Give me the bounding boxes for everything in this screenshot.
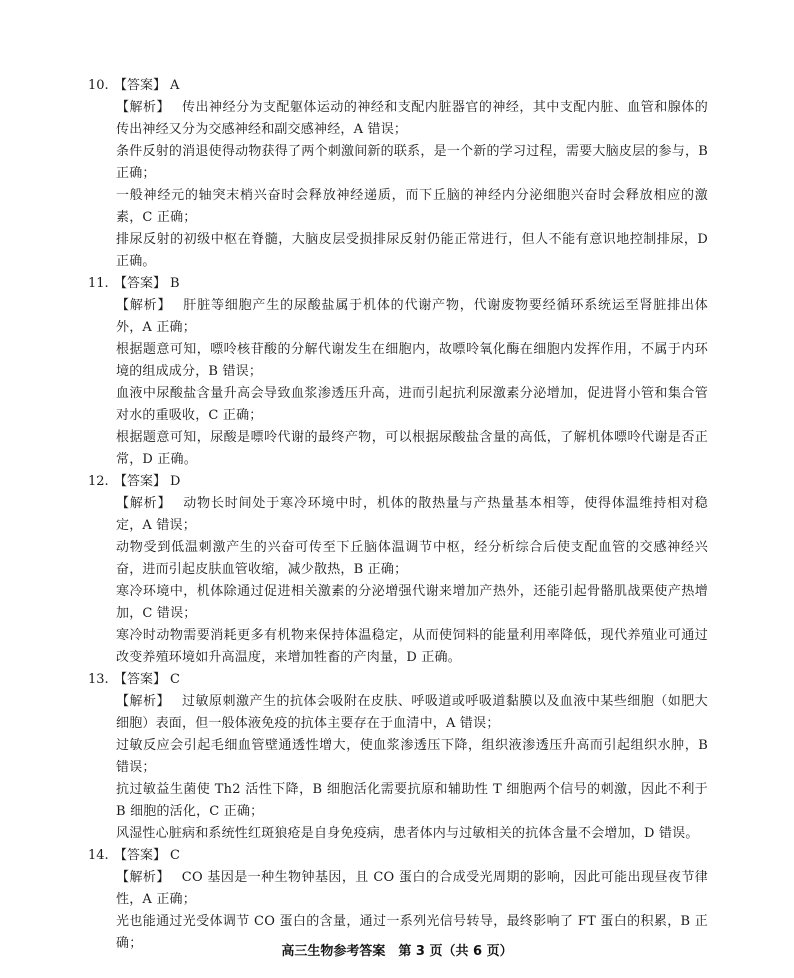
answer-choice: C — [170, 848, 180, 863]
answer-line — [88, 471, 708, 493]
analysis-text: CO 基因是一种生物钟基因，且 CO 蛋白的合成受光周期的影响，因此可能出现昼夜节律性，A 正确； — [116, 870, 708, 907]
analysis-paragraph: 动物受到低温刺激产生的兴奋可传至下丘脑体温调节中枢，经分析综合后使支配血管的交感神经兴奋，进而引起皮肤血管收缩，减少散热，B 正确； — [116, 540, 708, 577]
analysis-paragraph — [88, 97, 708, 141]
analysis-text: 肝脏等细胞产生的尿酸盐属于机体的代谢产物，代谢废物要经循环系统运至肾脏排出体外，A 正确； — [116, 298, 708, 335]
analysis-text: 传出神经分为支配躯体运动的神经和支配内脏器官的神经，其中支配内脏、血管和腺体的传出神经又分为交感神经和副交感神经，A 错误； — [116, 100, 708, 137]
answer-label: 【答案】 — [114, 276, 167, 291]
analysis-paragraph — [88, 691, 708, 735]
answer-line — [88, 845, 708, 867]
question-number: 14. — [88, 848, 109, 863]
answer-line — [88, 75, 708, 97]
analysis-paragraph: 根据题意可知，尿酸是嘌呤代谢的最终产物，可以根据尿酸盐含量的高低，了解机体嘌呤代谢是否正常，D 正确。 — [116, 430, 708, 467]
page-footer: 高三生物参考答案 第 3 页（共 6 页） — [281, 944, 513, 959]
analysis-paragraph — [88, 493, 708, 537]
answer-choice: A — [170, 78, 180, 93]
question-number: 11. — [88, 276, 109, 291]
answer-line — [88, 273, 708, 295]
analysis-text: 动物长时间处于寒冷环境中时，机体的散热量与产热量基本相等，使得体温维持相对稳定，A 错误； — [116, 496, 708, 533]
analysis-paragraph: 排尿反射的初级中枢在脊髓，大脑皮层受损排尿反射仍能正常进行，但人不能有意识地控制排尿，D 正确。 — [116, 232, 708, 269]
answer-choice: B — [170, 276, 180, 291]
analysis-paragraph — [88, 867, 708, 911]
analysis-paragraph: 寒冷时动物需要消耗更多有机物来保持体温稳定，从而使饲料的能量利用率降低，现代养殖业可通过改变养殖环境如升高温度，来增加牲畜的产肉量，D 正确。 — [116, 628, 708, 665]
analysis-label: 【解析】 — [116, 496, 172, 511]
answer-label: 【答案】 — [114, 672, 167, 687]
answer-content — [88, 75, 708, 955]
analysis-paragraph: 条件反射的消退使得动物获得了两个刺激间新的联系，是一个新的学习过程，需要大脑皮层的参与，B 正确； — [116, 144, 708, 181]
question-block — [88, 669, 708, 845]
question-block — [88, 845, 708, 955]
answer-label: 【答案】 — [114, 848, 167, 863]
analysis-paragraph: 过敏反应会引起毛细血管壁通透性增大，使血浆渗透压下降，组织液渗透压升高而引起组织水肿，B 错误； — [116, 738, 708, 775]
analysis-text: 过敏原刺激产生的抗体会吸附在皮肤、呼吸道或呼吸道黏膜以及血液中某些细胞（如肥大细胞）表面，但一般体液免疫的抗体主要存在于血清中，A 错误； — [116, 694, 708, 731]
analysis-label: 【解析】 — [116, 100, 170, 115]
analysis-paragraph: 寒冷环境中，机体除通过促进相关激素的分泌增强代谢来增加产热外，还能引起骨骼肌战栗使产热增加，C 错误； — [116, 584, 708, 621]
answer-choice: D — [170, 474, 181, 489]
question-number: 13. — [88, 672, 109, 687]
analysis-paragraph — [88, 295, 708, 339]
analysis-label: 【解析】 — [116, 870, 170, 885]
answer-label: 【答案】 — [114, 474, 167, 489]
question-number: 10. — [88, 78, 109, 93]
question-block — [88, 273, 708, 471]
analysis-paragraph: 光也能通过光受体调节 CO 蛋白的含量，通过一系列光信号转导，最终影响了 FT 蛋白的积累，B 正确； — [116, 914, 708, 951]
answer-label: 【答案】 — [114, 78, 167, 93]
question-block — [88, 471, 708, 669]
analysis-paragraph: 血液中尿酸盐含量升高会导致血浆渗透压升高，进而引起抗利尿激素分泌增加，促进肾小管和集合管对水的重吸收，C 正确； — [116, 386, 708, 423]
question-block — [88, 75, 708, 273]
analysis-paragraph: 根据题意可知，嘌呤核苷酸的分解代谢发生在细胞内，故嘌呤氧化酶在细胞内发挥作用，不属于内环境的组成成分，B 错误； — [116, 342, 708, 379]
analysis-label: 【解析】 — [116, 298, 172, 313]
question-number: 12. — [88, 474, 109, 489]
answer-choice: C — [170, 672, 180, 687]
answer-line — [88, 669, 708, 691]
analysis-paragraph: 风湿性心脏病和系统性红斑狼疮是自身免疫病，患者体内与过敏相关的抗体含量不会增加，D 错误。 — [116, 826, 699, 841]
analysis-label: 【解析】 — [116, 694, 170, 709]
analysis-paragraph: 一般神经元的轴突末梢兴奋时会释放神经递质，而下丘脑的神经内分泌细胞兴奋时会释放相应的激素，C 正确； — [116, 188, 708, 225]
analysis-paragraph: 抗过敏益生菌使 Th2 活性下降，B 细胞活化需要抗原和辅助性 T 细胞两个信号的刺激，因此不利于 B 细胞的活化，C 正确； — [116, 782, 708, 819]
